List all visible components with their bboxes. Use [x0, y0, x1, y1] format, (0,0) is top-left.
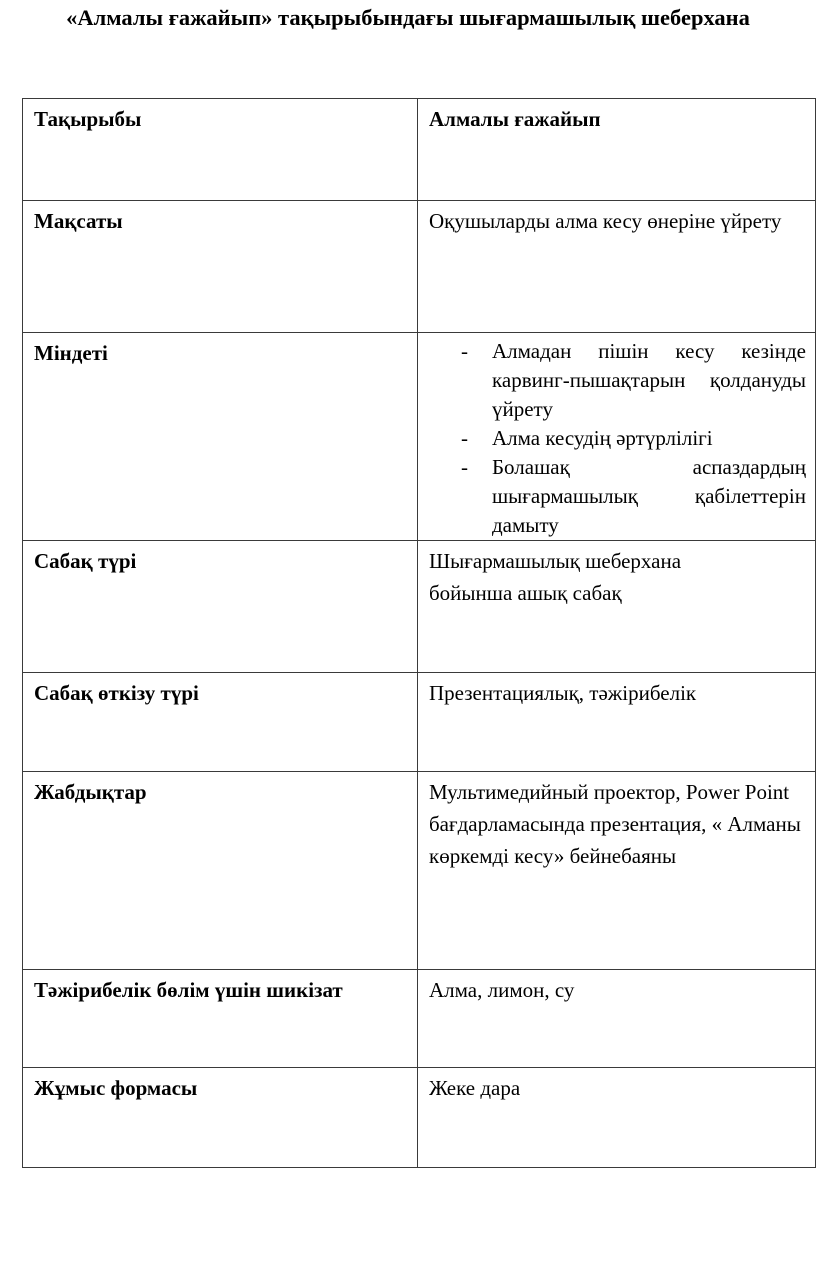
- table-row-lesson-type: [23, 541, 816, 673]
- row-value-text: Мультимедийный проектор, Power Point бағдарламасында презентация, « Алманы көркемді кесу» бейнебаяны: [429, 780, 801, 868]
- bullet-dash: -: [461, 339, 468, 363]
- table-row-delivery-type: [23, 673, 816, 772]
- row-label: Тақырыбы: [23, 99, 418, 201]
- list-item: [429, 453, 806, 540]
- bullet-dash: -: [461, 455, 468, 479]
- row-value: Жеке дара: [418, 1068, 816, 1168]
- list-item-text: Алма кесудің әртүрлілігі: [492, 426, 713, 450]
- row-value: Алма, лимон, су: [418, 970, 816, 1068]
- row-value: Алмалы ғажайып: [418, 99, 816, 201]
- table-row-topic: [23, 99, 816, 201]
- row-label: Тәжірибелік бөлім үшін шикізат: [23, 970, 418, 1068]
- row-label: Жабдықтар: [23, 772, 418, 970]
- lesson-plan-table: [22, 98, 816, 1168]
- row-label: Міндеті: [23, 333, 418, 541]
- row-value: [418, 541, 816, 673]
- tasks-list-cell: [418, 333, 816, 541]
- list-item-text: Алмадан пішін кесу кезінде карвинг-пышақтарын қолдануды үйрету: [492, 339, 806, 421]
- row-label: Жұмыс формасы: [23, 1068, 418, 1168]
- row-value: [418, 772, 816, 970]
- table-row-work-form: [23, 1068, 816, 1168]
- row-value-text: Шығармашылық шеберхана бойынша ашық сабақ: [429, 549, 682, 605]
- row-value-text: Оқушыларды алма кесу өнеріне үйрету: [429, 209, 782, 233]
- list-item-text: Болашақ аспаздардың шығармашылық қабілеттерін дамыту: [492, 455, 806, 537]
- table-row-tasks: [23, 333, 816, 541]
- table-row-goal: [23, 201, 816, 333]
- document-title: «Алмалы ғажайып» тақырыбындағы шығармашылық шеберхана: [66, 5, 750, 30]
- row-label: Сабақ өткізу түрі: [23, 673, 418, 772]
- list-item: [429, 424, 806, 453]
- tasks-list: [429, 337, 806, 540]
- bullet-dash: -: [461, 426, 468, 450]
- row-value: [418, 201, 816, 333]
- table-row-equipment: [23, 772, 816, 970]
- row-value: Презентациялық, тәжірибелік: [418, 673, 816, 772]
- table-row-raw-materials: [23, 970, 816, 1068]
- list-item: [429, 337, 806, 424]
- row-label: Мақсаты: [23, 201, 418, 333]
- row-label: Сабақ түрі: [23, 541, 418, 673]
